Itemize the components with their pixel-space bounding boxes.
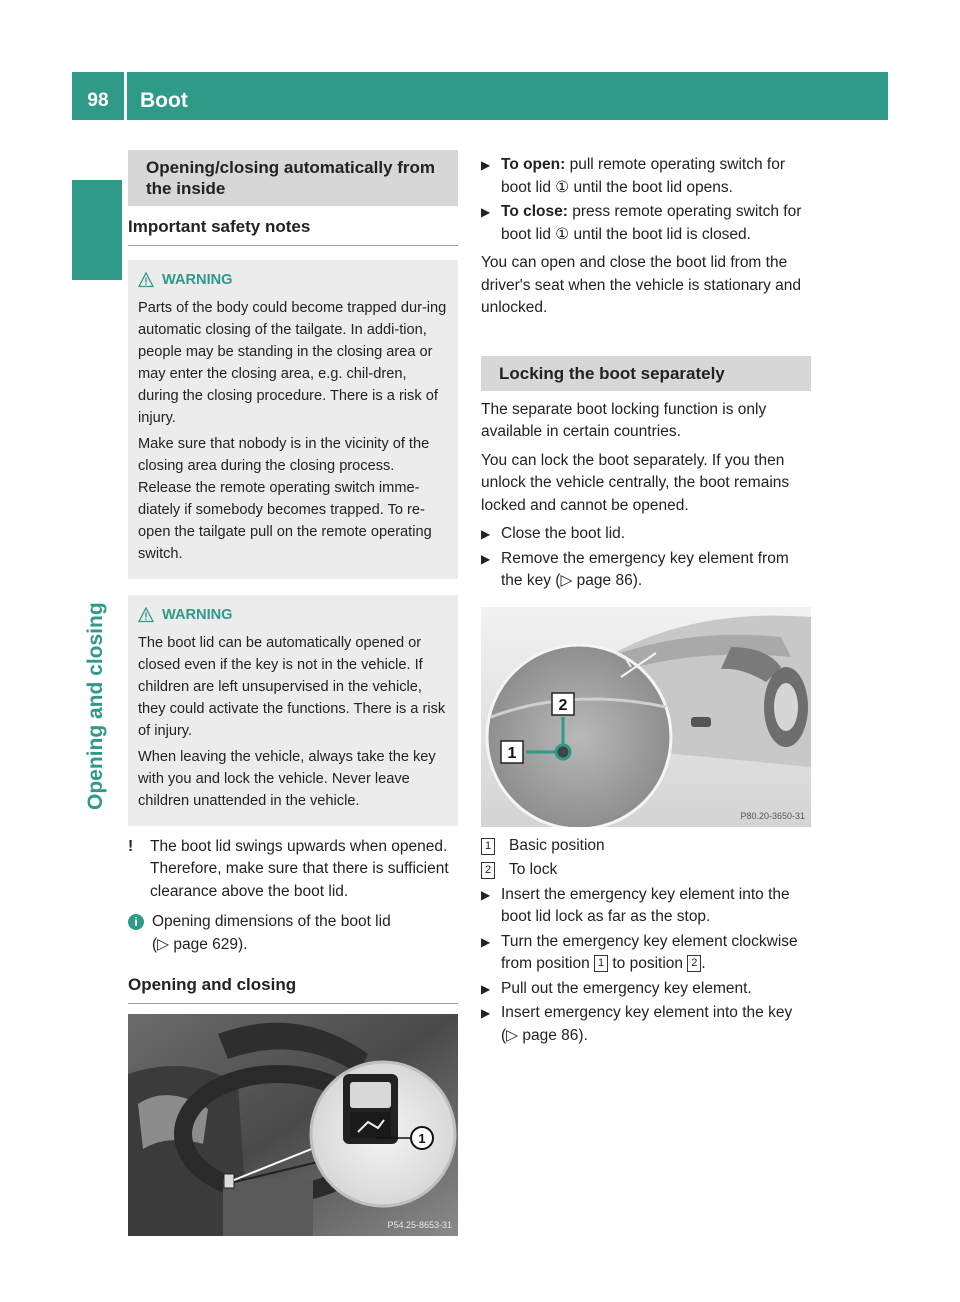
chapter-label: Opening and closing bbox=[84, 602, 107, 810]
step-text: pull remote operating switch for boot lid ① until the boot lid opens. bbox=[501, 156, 785, 196]
step bbox=[481, 523, 811, 546]
caution-note bbox=[128, 836, 458, 904]
step-text: Close the boot lid. bbox=[501, 525, 626, 542]
step-arrow-icon: ▶ bbox=[481, 981, 491, 996]
step-open bbox=[481, 154, 811, 199]
warning-title: WARNING bbox=[162, 606, 233, 623]
step-text: Insert emergency key element into the key (▷ page 86). bbox=[501, 1004, 793, 1044]
opening-closing-heading: Opening and closing bbox=[128, 974, 458, 1004]
legend-item bbox=[481, 859, 811, 882]
safety-notes-heading: Important safety notes bbox=[128, 216, 458, 246]
warning-text: Make sure that nobody is in the vicinity of the closing area during the closing process. Release the remote operating switch imme-diately if somebody becomes trapped. To re-open the tailgate pull on the remote operating switch. bbox=[138, 435, 432, 562]
step-text: press remote operating switch for boot lid ① until the boot lid is closed. bbox=[501, 203, 802, 243]
callout-1: 1 bbox=[418, 1130, 426, 1146]
step-arrow-icon: ▶ bbox=[481, 934, 491, 949]
callout-2: 2 bbox=[558, 696, 568, 714]
warning-box-1 bbox=[128, 260, 458, 579]
warning-text: The boot lid can be automatically opened or closed even if the key is not in the vehicle. If children are left unsupervised in the vehicle, they could activate the functions. There is a risk of injury. bbox=[138, 634, 446, 739]
info-text: Opening dimensions of the boot lid bbox=[152, 913, 391, 930]
header-divider bbox=[124, 72, 127, 120]
step-arrow-icon: ▶ bbox=[481, 1006, 491, 1020]
step-arrow-icon: ▶ bbox=[481, 527, 491, 541]
warning-box-2 bbox=[128, 595, 458, 826]
step-text: Pull out the emergency key element. bbox=[501, 979, 752, 997]
chapter-tab bbox=[72, 180, 122, 280]
step-text: Turn the emergency key element clockwise from position bbox=[501, 932, 798, 972]
paragraph: The separate boot locking function is only available in certain countries. bbox=[481, 400, 767, 440]
position-number: 2 bbox=[687, 955, 701, 972]
step bbox=[481, 884, 811, 929]
section-title-auto-open: Opening/closing automatically from the inside bbox=[128, 150, 458, 206]
legend-text: Basic position bbox=[509, 836, 605, 854]
info-note bbox=[128, 911, 458, 956]
page-title: Boot bbox=[140, 89, 188, 112]
step-text: to position bbox=[612, 955, 684, 972]
page-reference-link[interactable]: (▷ page 629). bbox=[152, 935, 248, 953]
section-title-locking: Locking the boot separately bbox=[481, 356, 811, 391]
paragraph: You can lock the boot separately. If you then unlock the vehicle centrally, the boot remains locked and cannot be opened. bbox=[481, 451, 790, 514]
header-bar bbox=[72, 72, 888, 120]
page-number: 98 bbox=[87, 90, 109, 111]
legend-text: To lock bbox=[509, 861, 558, 878]
step-arrow-icon: ▶ bbox=[481, 205, 491, 219]
step-arrow-icon: ▶ bbox=[481, 887, 491, 902]
legend-item bbox=[481, 835, 811, 858]
step-close bbox=[481, 201, 811, 246]
warning-text: When leaving the vehicle, always take the key with you and lock the vehicle. Never leave children unattended in the vehicle. bbox=[138, 748, 436, 809]
step-arrow-icon: ▶ bbox=[481, 551, 491, 566]
warning-icon bbox=[138, 272, 154, 288]
info-icon: i bbox=[128, 914, 144, 930]
left-column bbox=[128, 150, 458, 1236]
step-label: To open: bbox=[501, 156, 566, 173]
warning-text: Parts of the body could become trapped dur-ing automatic closing of the tailgate. In addi-tion, people may be standing in the closing area or may enter the closing area, e.g. chil-dren, during the closing procedure. There is a risk of injury. bbox=[138, 299, 447, 426]
right-column bbox=[481, 152, 811, 1049]
exclamation-icon: ! bbox=[128, 837, 134, 855]
warning-icon bbox=[138, 607, 154, 623]
boot-lock-photo bbox=[481, 607, 811, 827]
position-number: 1 bbox=[594, 955, 608, 972]
photo-code: P54.25-8653-31 bbox=[387, 1219, 452, 1230]
step bbox=[481, 978, 811, 1001]
step-text: Insert the emergency key element into the boot lid lock as far as the stop. bbox=[501, 885, 790, 925]
step: ▶ Turn the emergency key element clockwise from position 1 to position 2 . bbox=[481, 931, 811, 976]
step-text: Remove the emergency key element from the key (▷ page 86). bbox=[501, 549, 789, 589]
photo-code: P80.20-3650-31 bbox=[740, 810, 805, 821]
legend-number: 2 bbox=[481, 862, 495, 879]
step-arrow-icon: ▶ bbox=[481, 158, 491, 172]
callout-1: 1 bbox=[507, 744, 517, 762]
step bbox=[481, 1002, 811, 1047]
legend-number: 1 bbox=[481, 838, 495, 855]
paragraph: You can open and close the boot lid from the driver's seat when the vehicle is stationary and unlocked. bbox=[481, 254, 802, 316]
warning-title: WARNING bbox=[162, 271, 233, 288]
step bbox=[481, 548, 811, 593]
interior-switch-photo bbox=[128, 1014, 458, 1236]
step-label: To close: bbox=[501, 203, 568, 220]
note-text: The boot lid swings upwards when opened. Therefore, make sure that there is sufficient clearance above the boot lid. bbox=[150, 837, 449, 900]
